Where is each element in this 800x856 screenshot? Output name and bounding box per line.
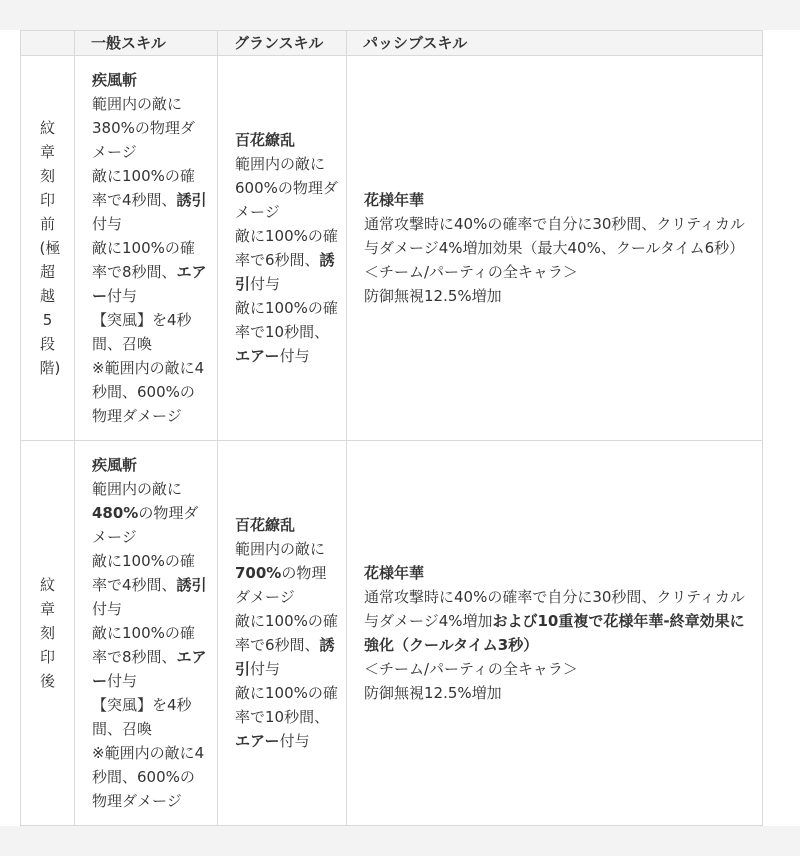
effect-text: 付与 [279, 347, 310, 365]
effect-keyword: 誘引 [235, 636, 335, 678]
page-content [0, 30, 800, 826]
skill-effect: 範囲内の敵に380%の物理ダメージ [92, 95, 195, 161]
phase-label: 紋章刻印後 [39, 576, 55, 690]
skill-name: 百花繚乱 [235, 516, 296, 534]
effect-text: 敵に100%の確率で4秒間、 [92, 167, 195, 209]
skill-name: 花様年華 [364, 191, 425, 209]
header-gran-skill: グランスキル [218, 31, 347, 56]
effect-text: 範囲内の敵に [92, 480, 183, 498]
skill-effect: ※範囲内の敵に4秒間、600%の物理ダメージ [92, 359, 205, 425]
skill-name: 花様年華 [364, 564, 425, 582]
skill-name: 百花繚乱 [235, 131, 296, 149]
effect-text: 敵に100%の確率で8秒間、 [92, 624, 195, 666]
effect-text: 敵に100%の確率で4秒間、 [92, 552, 195, 594]
skill-effect [235, 537, 340, 609]
phase-label: 紋章刻印前(極超越5段階) [39, 119, 61, 377]
skill-effect [235, 296, 340, 368]
skill-effect: ＜チーム/パーティの全キャラ＞ [364, 263, 578, 281]
table-row [21, 56, 763, 441]
skill-effect: 範囲内の敵に600%の物理ダメージ [235, 155, 338, 221]
effect-keyword: エアー [235, 347, 280, 365]
effect-text: 付与 [92, 215, 123, 233]
skill-table [20, 30, 763, 826]
skill-effect [92, 164, 209, 236]
effect-keyword: 誘引 [235, 251, 335, 293]
effect-keyword: 誘引 [176, 576, 207, 594]
effect-keyword: エアー [92, 648, 207, 690]
effect-keyword: エアー [235, 732, 280, 750]
table-header-row [21, 31, 763, 56]
effect-text: 付与 [250, 275, 281, 293]
skill-name: 疾風斬 [92, 456, 138, 474]
effect-text: 付与 [279, 732, 310, 750]
effect-text: 敵に100%の確率で6秒間、 [235, 227, 338, 269]
general-skill-cell [75, 441, 218, 826]
effect-keyword: 480% [92, 504, 139, 522]
effect-keyword: 700% [235, 564, 282, 582]
effect-text: の物理ダメージ [92, 504, 199, 546]
table-row [21, 441, 763, 826]
effect-keyword: 誘引 [176, 191, 207, 209]
effect-keyword: および10重複で花様年華-終章効果に強化（クールタイム3秒） [364, 612, 745, 654]
effect-text: 付与 [107, 672, 138, 690]
skill-effect: 【突風】を4秒間、召喚 [92, 311, 192, 353]
general-skill-cell [75, 56, 218, 441]
skill-effect [92, 549, 209, 621]
passive-skill-cell [347, 441, 763, 826]
effect-text: 範囲内の敵に [235, 540, 326, 558]
skill-effect [235, 224, 340, 296]
header-general-skill: 一般スキル [75, 31, 218, 56]
phase-cell-after [21, 441, 75, 826]
skill-effect [92, 236, 209, 308]
effect-text: 敵に100%の確率で10秒間、 [235, 299, 338, 341]
skill-effect: 通常攻撃時に40%の確率で自分に30秒間、クリティカル与ダメージ4%増加効果（最大40%、クールタイム6秒） [364, 215, 745, 257]
effect-text: 敵に100%の確率で10秒間、 [235, 684, 338, 726]
effect-text: の物理ダメージ [235, 564, 327, 606]
phase-cell-before [21, 56, 75, 441]
gran-skill-cell [218, 56, 347, 441]
effect-text: 付与 [92, 600, 123, 618]
skill-effect [92, 621, 209, 693]
header-passive-skill: パッシブスキル [347, 31, 763, 56]
effect-text: 敵に100%の確率で8秒間、 [92, 239, 195, 281]
skill-effect [364, 585, 748, 657]
skill-effect [235, 681, 340, 753]
passive-skill-cell [347, 56, 763, 441]
effect-text: 付与 [250, 660, 281, 678]
skill-effect: ※範囲内の敵に4秒間、600%の物理ダメージ [92, 744, 205, 810]
effect-text: 敵に100%の確率で6秒間、 [235, 612, 338, 654]
effect-text: 通常攻撃時に40%の確率で自分に30秒間、クリティカル与ダメージ4%増加 [364, 588, 745, 630]
effect-keyword: エアー [92, 263, 207, 305]
skill-effect: 防御無視12.5%増加 [364, 684, 502, 702]
skill-effect: ＜チーム/パーティの全キャラ＞ [364, 660, 578, 678]
skill-effect: 防御無視12.5%増加 [364, 287, 502, 305]
skill-name: 疾風斬 [92, 71, 138, 89]
gran-skill-cell [218, 441, 347, 826]
skill-effect: 【突風】を4秒間、召喚 [92, 696, 192, 738]
header-corner [21, 31, 75, 56]
skill-effect [92, 477, 209, 549]
skill-effect [235, 609, 340, 681]
effect-text: 付与 [107, 287, 138, 305]
